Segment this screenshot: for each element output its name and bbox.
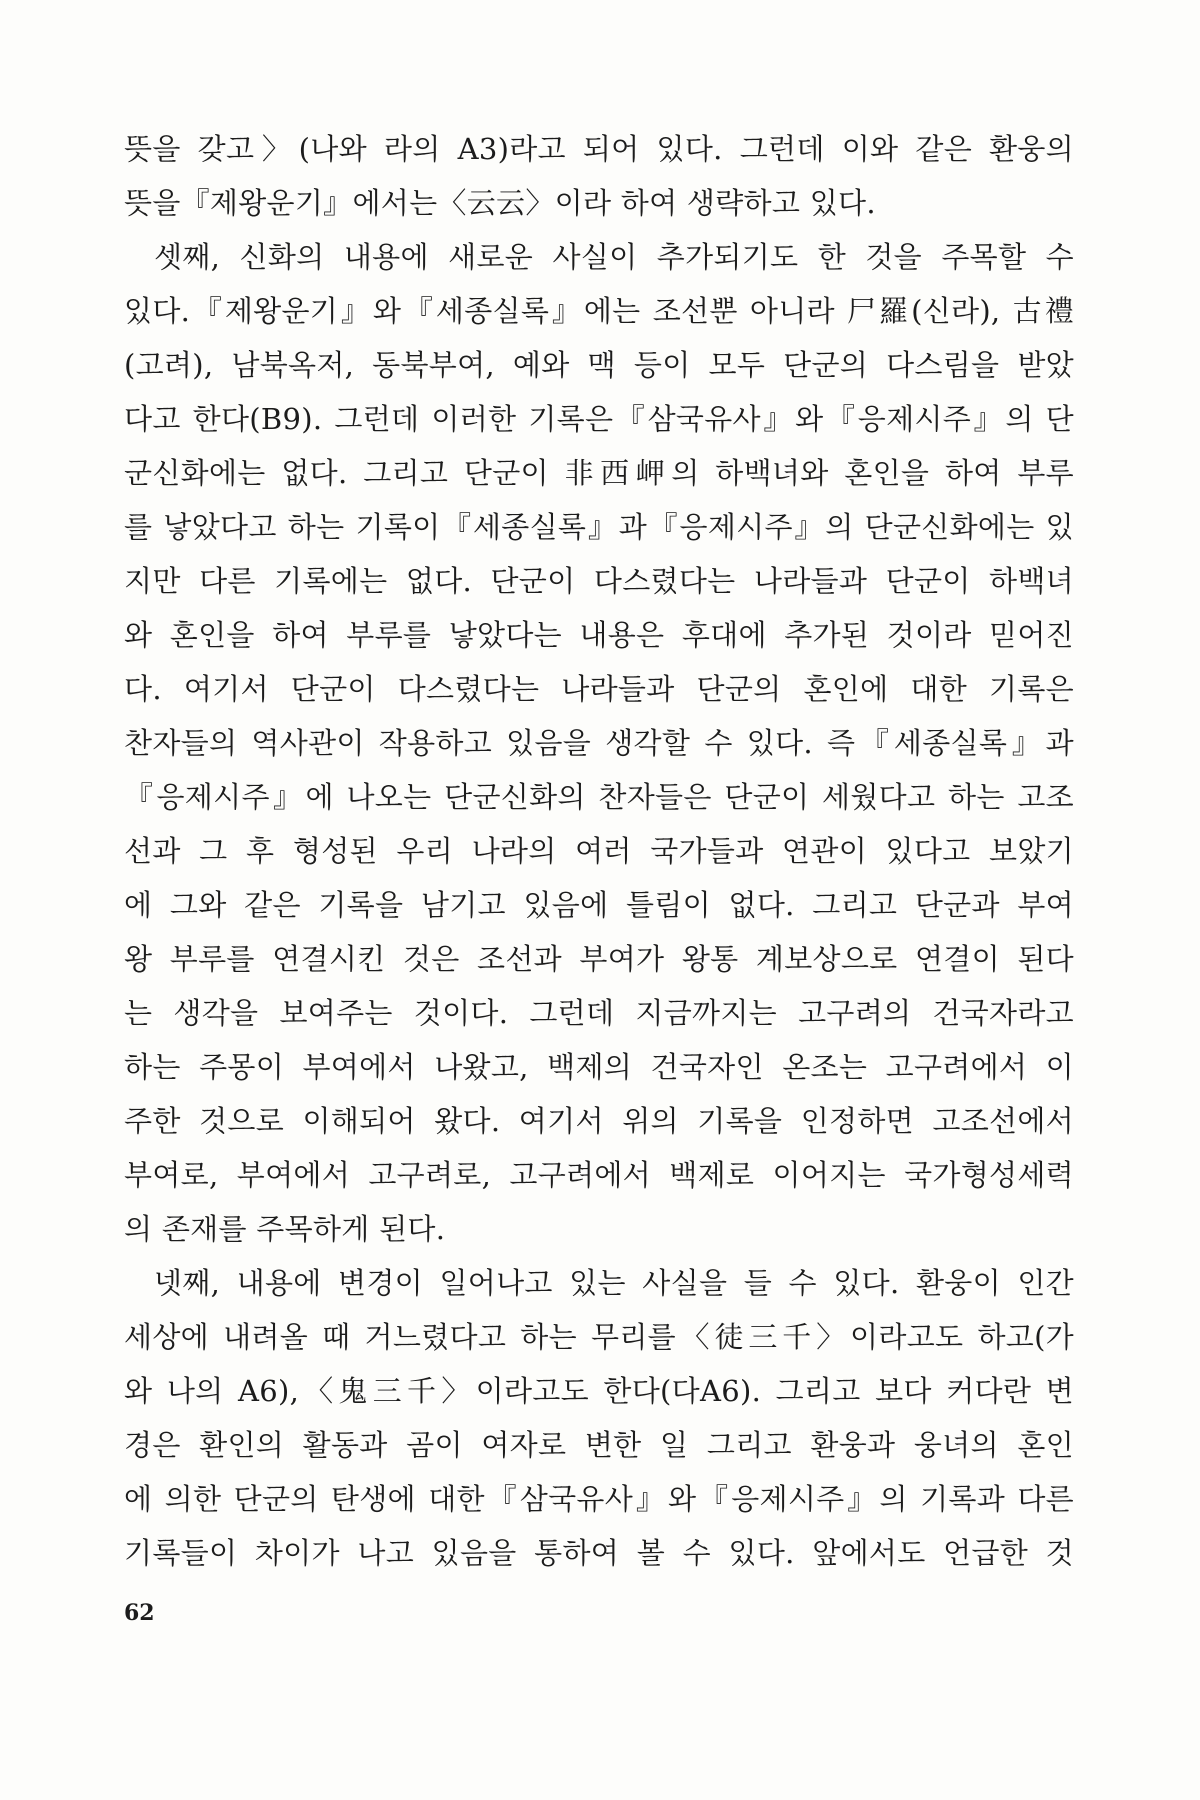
text-line: 다고 한다(B9). 그런데 이러한 기록은『삼국유사』와『응제시주』의 단 — [124, 402, 1074, 436]
text-line: 경은 환인의 활동과 곰이 여자로 변한 일 그리고 환웅과 웅녀의 혼인 — [124, 1428, 1074, 1462]
text-line: 있다.『제왕운기』와『세종실록』에는 조선뿐 아니라 尸羅(신라), 古禮 — [124, 294, 1074, 328]
text-line: 에 의한 단군의 탄생에 대한『삼국유사』와『응제시주』의 기록과 다른 — [124, 1482, 1074, 1516]
text-line: 의 존재를 주목하게 된다. — [124, 1212, 446, 1246]
text-line: 부여로, 부여에서 고구려로, 고구려에서 백제로 이어지는 국가형성세력 — [124, 1158, 1074, 1192]
text-line: 군신화에는 없다. 그리고 단군이 非西岬의 하백녀와 혼인을 하여 부루 — [124, 456, 1074, 490]
text-line: 는 생각을 보여주는 것이다. 그런데 지금까지는 고구려의 건국자라고 — [124, 996, 1074, 1030]
text-line: 세상에 내려올 때 거느렸다고 하는 무리를〈徒三千〉이라고도 하고(가 — [124, 1320, 1074, 1354]
text-line: 넷째, 내용에 변경이 일어나고 있는 사실을 들 수 있다. 환웅이 인간 — [154, 1266, 1074, 1300]
paragraph-2 — [124, 230, 1074, 1256]
text-line: (고려), 남북옥저, 동북부여, 예와 맥 등이 모두 단군의 다스림을 받았 — [124, 348, 1074, 382]
text-line: 셋째, 신화의 내용에 새로운 사실이 추가되기도 한 것을 주목할 수 — [154, 240, 1074, 274]
text-line: 하는 주몽이 부여에서 나왔고, 백제의 건국자인 온조는 고구려에서 이 — [124, 1050, 1074, 1084]
text-line: 『응제시주』에 나오는 단군신화의 찬자들은 단군이 세웠다고 하는 고조 — [124, 780, 1074, 814]
paragraph-3 — [124, 1256, 1074, 1580]
text-line: 뜻을『제왕운기』에서는〈云云〉이라 하여 생략하고 있다. — [124, 186, 876, 220]
text-line: 뜻을 갖고〉(나와 라의 A3)라고 되어 있다. 그런데 이와 같은 환웅의 — [124, 132, 1074, 166]
text-line: 와 나의 A6),〈鬼三千〉이라고도 한다(다A6). 그리고 보다 커다란 변 — [124, 1374, 1074, 1408]
text-line: 를 낳았다고 하는 기록이『세종실록』과『응제시주』의 단군신화에는 있 — [124, 510, 1074, 544]
paragraph-1 — [124, 122, 1074, 230]
page-number: 62 — [124, 1600, 155, 1626]
text-line: 에 그와 같은 기록을 남기고 있음에 틀림이 없다. 그리고 단군과 부여 — [124, 888, 1074, 922]
text-line: 왕 부루를 연결시킨 것은 조선과 부여가 왕통 계보상으로 연결이 된다 — [124, 942, 1074, 976]
text-line: 와 혼인을 하여 부루를 낳았다는 내용은 후대에 추가된 것이라 믿어진 — [124, 618, 1074, 652]
text-line: 찬자들의 역사관이 작용하고 있음을 생각할 수 있다. 즉『세종실록』과 — [124, 726, 1074, 760]
text-line: 주한 것으로 이해되어 왔다. 여기서 위의 기록을 인정하면 고조선에서 — [124, 1104, 1074, 1138]
text-line: 다. 여기서 단군이 다스렸다는 나라들과 단군의 혼인에 대한 기록은 — [124, 672, 1074, 706]
text-line: 기록들이 차이가 나고 있음을 통하여 볼 수 있다. 앞에서도 언급한 것 — [124, 1536, 1074, 1570]
text-line: 선과 그 후 형성된 우리 나라의 여러 국가들과 연관이 있다고 보았기 — [124, 834, 1074, 868]
text-line: 지만 다른 기록에는 없다. 단군이 다스렸다는 나라들과 단군이 하백녀 — [124, 564, 1074, 598]
body-text — [124, 122, 1074, 1580]
